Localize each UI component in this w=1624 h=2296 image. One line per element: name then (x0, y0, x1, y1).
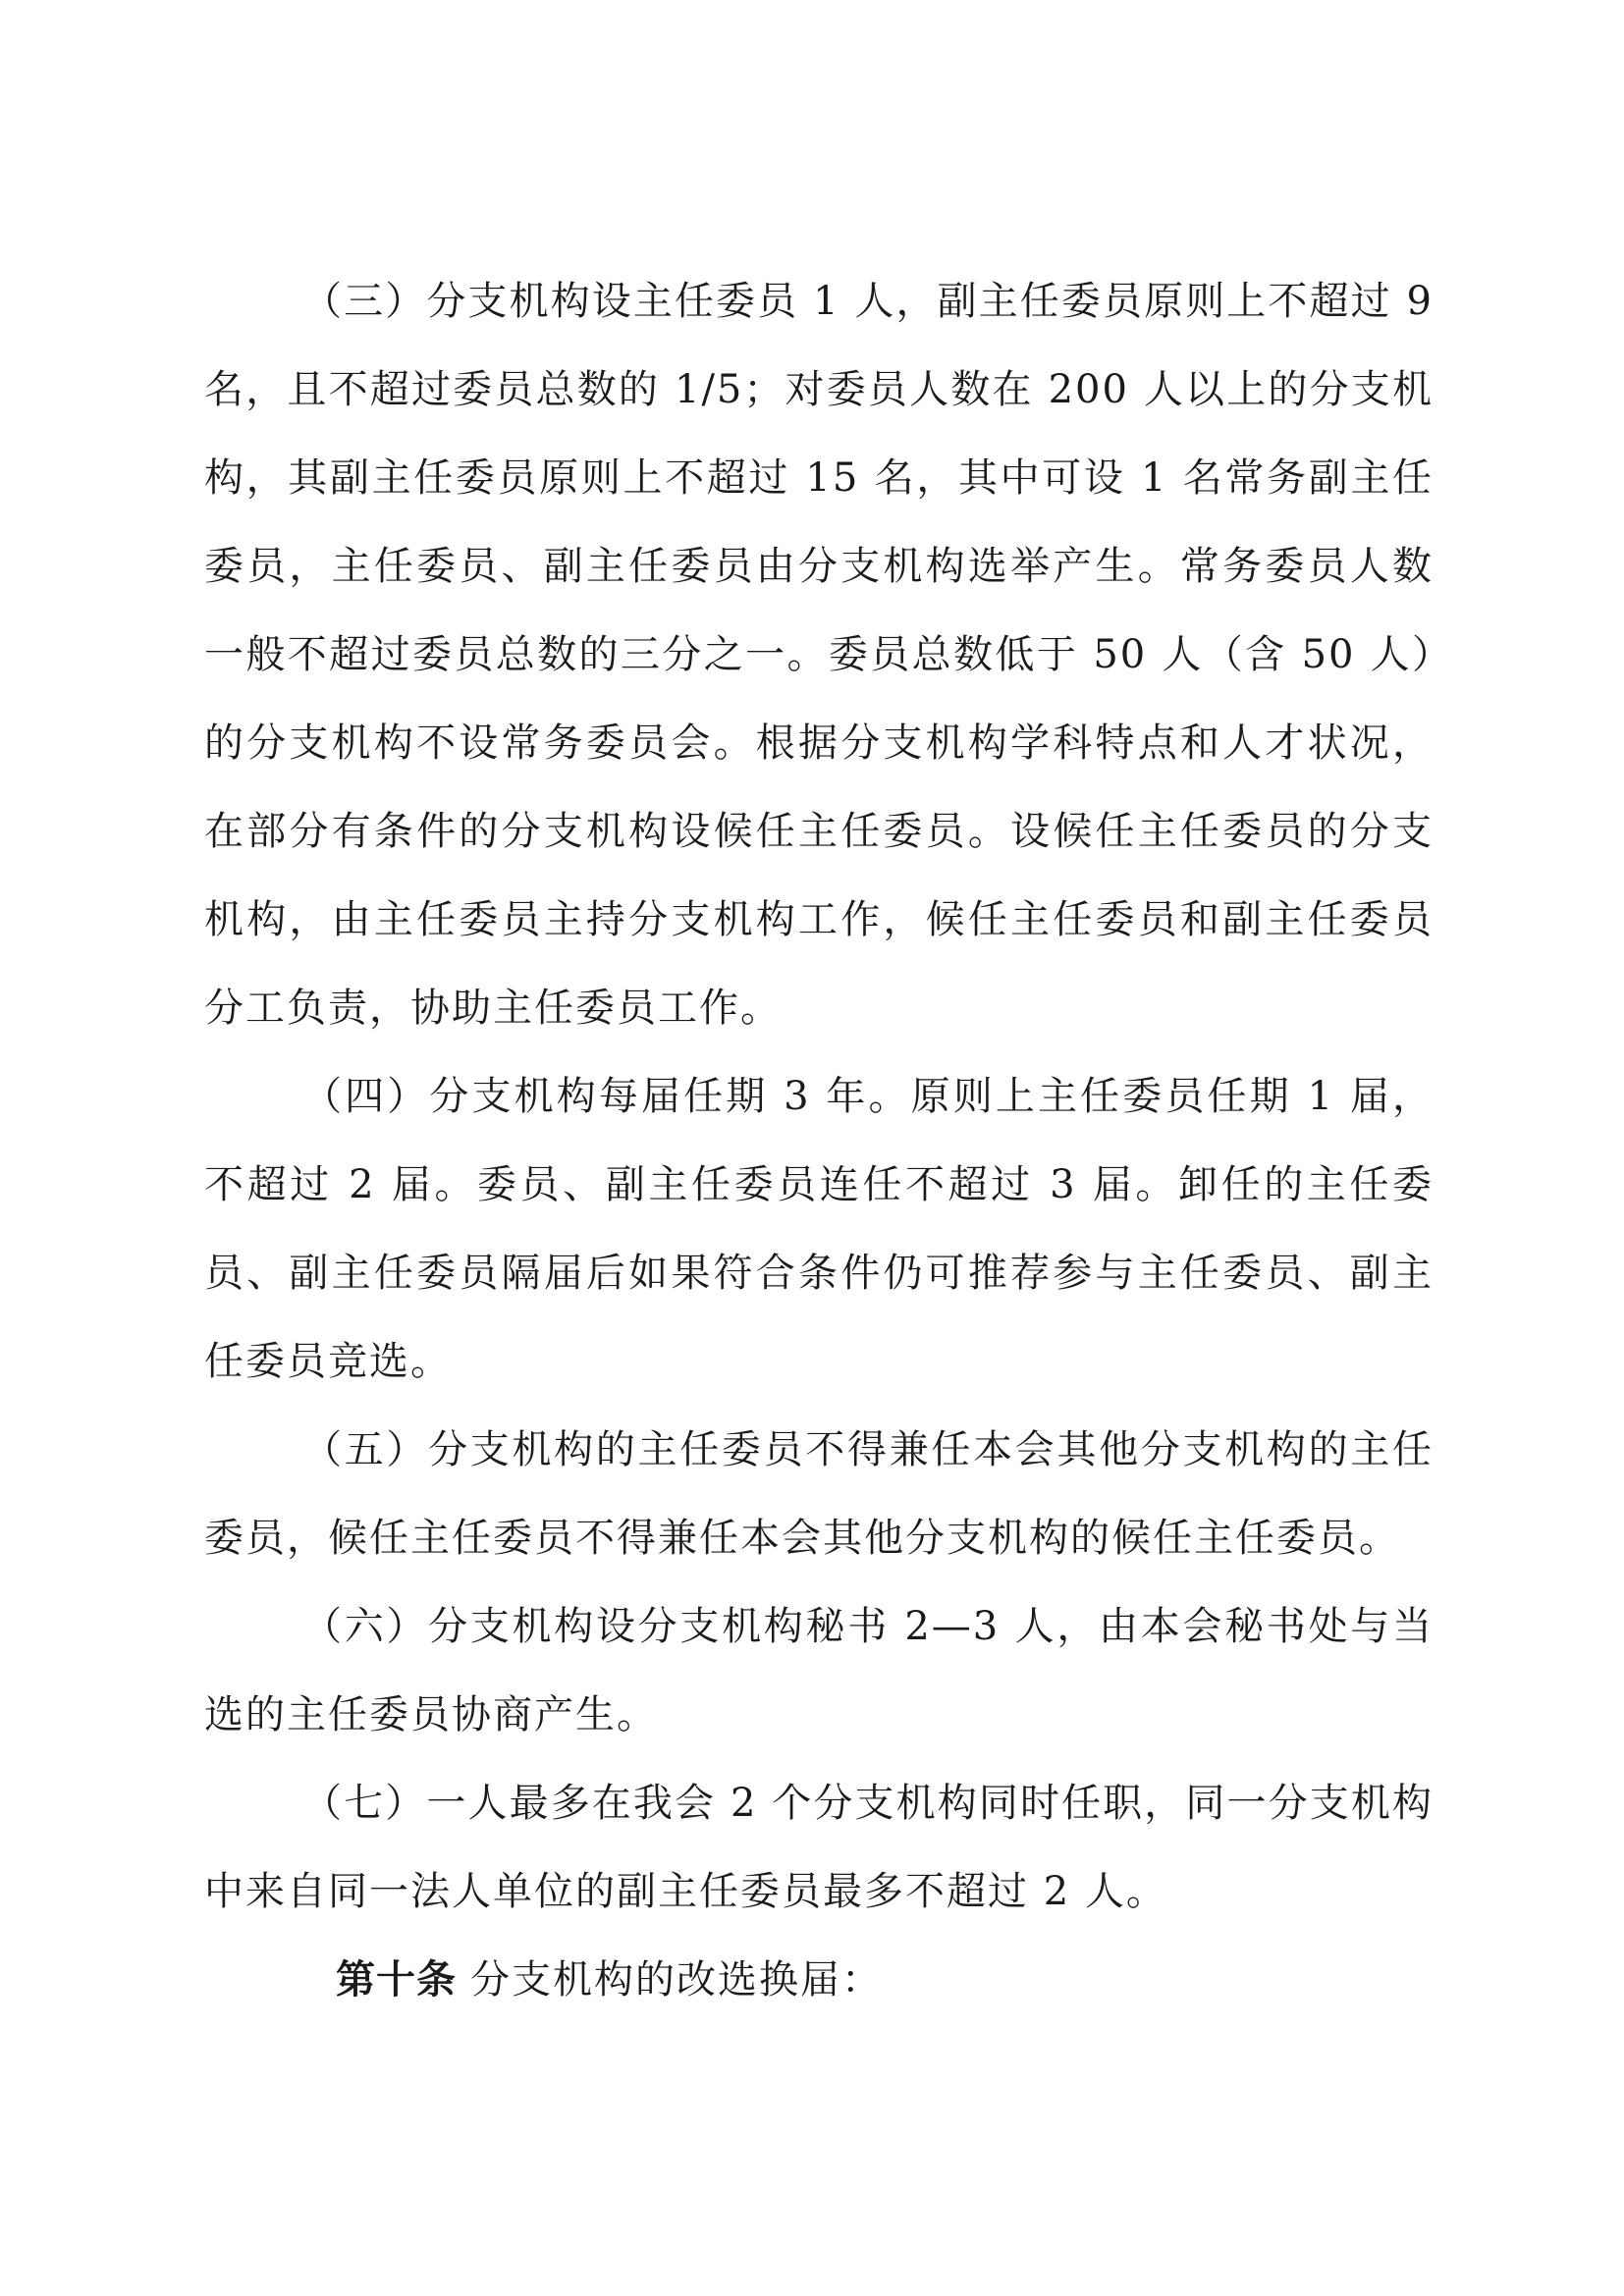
document-page (204, 257, 1434, 2024)
paragraph-6: （六）分支机构设分支机构秘书 2—3 人，由本会秘书处与当选的主任委员协商产生。 (204, 1604, 1434, 1737)
article-number: 第十条 (336, 1957, 457, 2002)
article-heading (204, 1936, 1434, 2024)
paragraph-3: （三）分支机构设主任委员 1 人，副主任委员原则上不超过 9 名，且不超过委员总数的 1/5；对委员人数在 200 人以上的分支机构，其副主任委员原则上不超过 15 名，其中可设 1 名常务副主任委员，主任委员、副主任委员由分支机构选举产生。常务委员人数一般不超过委员总数的三分之一。委员总数低于 50 人（含 50 人）的分支机构不设常务委员会。根据分支机构学科特点和人才状况，在部分有条件的分支机构设候任主任委员。设候任主任委员的分支机构，由主任委员主持分支机构工作，候任主任委员和副主任委员分工负责，协助主任委员工作。 (204, 279, 1434, 1031)
paragraph-5: （五）分支机构的主任委员不得兼任本会其他分支机构的主任委员，候任主任委员不得兼任本会其他分支机构的候任主任委员。 (204, 1427, 1434, 1561)
article-title: 分支机构的改选换届： (470, 1957, 883, 2002)
paragraph-4: （四）分支机构每届任期 3 年。原则上主任委员任期 1 届，不超过 2 届。委员、副主任委员连任不超过 3 届。卸任的主任委员、副主任委员隔届后如果符合条件仍可推荐参与主任委员、副主任委员竞选。 (204, 1074, 1434, 1384)
paragraph-7: （七）一人最多在我会 2 个分支机构同时任职，同一分支机构中来自同一法人单位的副主任委员最多不超过 2 人。 (204, 1781, 1434, 1914)
